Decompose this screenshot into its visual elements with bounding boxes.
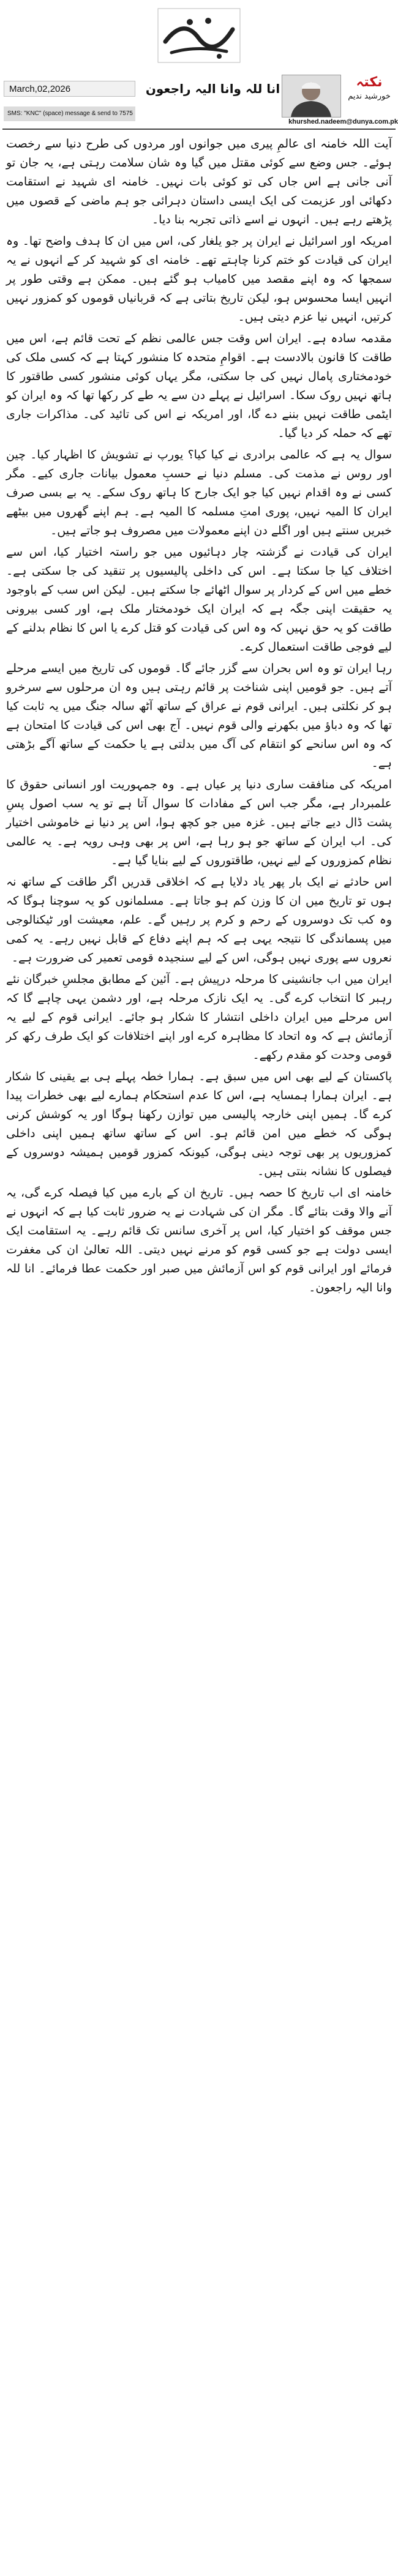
column-title: انا للہ وانا الیہ راجعون [145,81,280,96]
paragraph: پاکستان کے لیے بھی اس میں سبق ہے۔ ہمارا خطہ پہلے ہی بے یقینی کا شکار ہے۔ ایران ہمارا ہمسایہ ہے، اس کا عدم استحکام ہمارے لیے بھی خطرات پیدا کرے گا۔ ہمیں اپنی خارجہ پالیسی میں توازن رکھنا ہوگا اور یہ کوشش کرنی ہوگی کہ خطے میں امن قائم ہو۔ اس کے ساتھ ساتھ ہمیں اپنی داخلی کمزوریوں پر بھی توجہ دینی ہوگی، کیونکہ کمزور قومیں ہمیشہ دوسروں کے فیصلوں کا نشانہ بنتی ہیں۔ [6,1070,392,1178]
paragraph: آیت اللہ خامنہ ای عالمِ پیری میں جوانوں اور مردوں کی طرح دنیا سے رخصت ہوئے۔ جس وضع سے کوئی مقتل میں گیا وہ شان سلامت رہتی ہے، یہ جان تو آنی جانی ہے اس جاں کی تو کوئی بات نہیں۔ خامنہ ای شہید نے استقامت دکھائی اور عزیمت کی ایک ایسی داستان دہرائی جو ہم ماضی کے قصوں میں پڑھتے رہے ہیں۔ انہوں نے اسے ذاتی تجربہ بنا دیا۔ [6,137,392,226]
paragraph: خامنہ ای اب تاریخ کا حصہ ہیں۔ تاریخ ان کے بارے میں کیا فیصلہ کرے گی، یہ آنے والا وقت بتائے گا۔ مگر ان کی شہادت نے یہ ضرور ثابت کیا ہے کہ انہوں نے جس موقف کو اختیار کیا، اس پر آخری سانس تک قائم رہے۔ یہ استقامت ایک ایسی دولت ہے جو کسی قوم کو مرنے نہیں دیتی۔ اللہ تعالیٰ ان کی مغفرت فرمائے اور ایرانی قوم کو اس آزمائش میں صبر اور حکمت عطا فرمائے۔ انا للہ وانا الیہ راجعون۔ [6,1186,392,1294]
dunya-logo-mark [144,4,254,67]
author-email: khurshed.nadeem@dunya.com.pk [288,118,398,125]
article-body [6,135,392,1300]
paragraph: اس حادثے نے ایک بار پھر یاد دلایا ہے کہ اخلاقی قدریں اگر طاقت کے ساتھ نہ ہوں تو تاریخ میں ان کا وزن کم ہو جاتا ہے۔ مسلمانوں کو یہ سوچنا ہوگا کہ وہ کب تک دوسروں کے رحم و کرم پر رہیں گے۔ علم، معیشت اور ٹیکنالوجی میں پسماندگی کا نتیجہ یہی ہے کہ ہم اپنے دفاع کے قابل نہیں رہے۔ یہ کمی نعروں سے پوری نہیں ہوگی، اس کے لیے سنجیدہ قومی تعمیر کی ضرورت ہے۔ [6,875,392,965]
author-portrait-icon [282,75,340,117]
paragraph: ایران کی قیادت نے گزشتہ چار دہائیوں میں جو راستہ اختیار کیا، اس سے اختلاف کیا جا سکتا ہے۔ اس کی داخلی پالیسیوں پر تنقید کی جا سکتی ہے۔ خطے میں اس کے کردار پر سوال اٹھائے جا سکتے ہیں۔ لیکن اس سب کے باوجود یہ حقیقت اپنی جگہ ہے کہ ایران ایک خودمختار ملک ہے، اور کسی بیرونی طاقت کو یہ حق نہیں کہ وہ اس کی قیادت کو قتل کرے یا اس کا نظام بدلنے کے لیے فوجی طاقت استعمال کرے۔ [6,545,392,654]
paragraph: امریکہ کی منافقت ساری دنیا پر عیاں ہے۔ وہ جمہوریت اور انسانی حقوق کا علمبردار ہے، مگر جب اس کے مفادات کا سوال آتا ہے تو یہ سب اصول پسِ پشت ڈال دیے جاتے ہیں۔ غزہ میں جو کچھ ہوا، اس پر دنیا نے خاموشی اختیار کی۔ اب ایران کے ساتھ جو ہو رہا ہے، اس پر بھی وہی رویہ ہے۔ یہ عالمی نظام کمزوروں کے لیے نہیں، طاقتوروں کے لیے بنایا گیا ہے۔ [6,778,392,867]
dunya-logo-icon [147,5,251,66]
paragraph: رہا ایران تو وہ اس بحران سے گزر جائے گا۔ قوموں کی تاریخ میں ایسے مرحلے آتے ہیں۔ جو قومیں اپنی شناخت پر قائم رہتی ہیں وہ ان مرحلوں سے سرخرو ہو کر نکلتی ہیں۔ ایرانی قوم نے عراق کے ساتھ آٹھ سالہ جنگ میں یہ ثابت کیا تھا کہ وہ دباؤ میں بکھرنے والی قوم نہیں۔ آج بھی اس کی قیادت کا امتحان ہے کہ وہ اس سانحے کو انتقام کی آگ میں بدلتی ہے یا حکمت کے ساتھ آگے بڑھتی ہے۔ [6,662,392,770]
paragraph: مقدمہ سادہ ہے۔ ایران اس وقت جس عالمی نظم کے تحت قائم ہے، اس میں طاقت کا قانون بالادست ہے۔ اقوامِ متحدہ کا منشور کہتا ہے کہ کسی ملک کی خودمختاری پامال نہیں کی جا سکتی، مگر یہاں کوئی منشور کسی طاقتور کا ہاتھ نہیں روک سکا۔ اسرائیل نے پہلے دن سے یہ طے کر رکھا تھا کہ وہ ایران کو ایٹمی طاقت نہیں بننے دے گا، اور امریکہ نے اس کی تائید کی۔ مذاکرات جاری تھے کہ حملہ کر دیا گیا۔ [6,332,392,440]
columnist-band [0,75,398,129]
header-divider [2,129,396,130]
paragraph: ایران میں اب جانشینی کا مرحلہ درپیش ہے۔ آئین کے مطابق مجلسِ خبرگان نئے رہبر کا انتخاب کرے گی۔ یہ ایک نازک مرحلہ ہے، اور دشمن یہی چاہے گا کہ اس مرحلے میں ایران داخلی انتشار کا شکار ہو جائے۔ ایرانی قوم کے لیے یہ آزمائش ہے کہ وہ اتحاد کا مظاہرہ کرے اور اپنے اختلافات کو ایک طرف رکھ کر قومی وحدت کو مقدم رکھے۔ [6,973,392,1062]
sms-instructions: SMS: "KNC" (space) message & send to 7575 [4,106,135,121]
column-series-name: نکتہ [356,75,383,90]
paragraph: امریکہ اور اسرائیل نے ایران پر جو یلغار کی، اس میں ان کا ہدف واضح تھا۔ وہ ایران کی قیادت کو ختم کرنا چاہتے تھے۔ خامنہ ای کو شہید کر کے انہوں نے یہ سمجھا کہ وہ اپنے مقصد میں کامیاب ہو گئے ہیں۔ ممکن ہے وقتی طور پر انہیں ایسا محسوس ہو، لیکن تاریخ بتاتی ہے کہ قربانیاں قوموں کو کمزور نہیں کرتیں، انہیں نیا عزم دیتی ہیں۔ [6,234,392,324]
paragraph: سوال یہ ہے کہ عالمی برادری نے کیا کیا؟ یورپ نے تشویش کا اظہار کیا۔ چین اور روس نے مذمت کی۔ مسلم دنیا نے حسبِ معمول بیانات جاری کیے۔ مگر کسی نے وہ اقدام نہیں کیا جو ایک جارح کا ہاتھ روک سکے۔ یہ بے بسی صرف ایران کا المیہ نہیں، پوری امتِ مسلمہ کا المیہ ہے۔ ہم اپنے گھروں میں بیٹھے خبریں سنتے ہیں اور اگلے دن اپنے معمولات میں مصروف ہو جاتے ہیں۔ [6,448,392,537]
author-name: خورشید ندیم [348,92,391,101]
masthead [0,0,398,73]
publish-date: March,02,2026 [4,81,135,97]
author-portrait [282,75,341,118]
byline [342,75,397,116]
